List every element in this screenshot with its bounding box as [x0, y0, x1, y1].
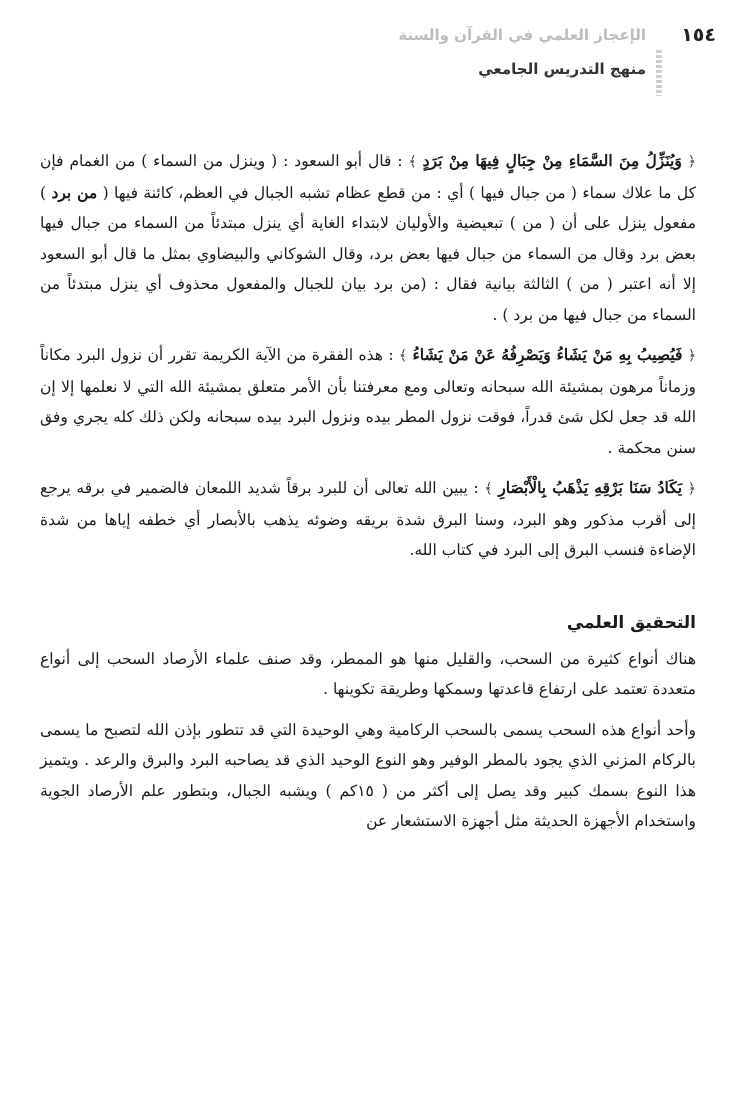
paragraph-1 — [40, 146, 696, 330]
quran-bracket-open: ﴿ — [687, 481, 696, 497]
section-heading: التحقيق العلمي — [566, 612, 696, 633]
paragraph-4: هناك أنواع كثيرة من السحب، والقليل منها هو الممطر، وقد صنف علماء الأرصاد السحب إلى أنواع متعددة تعتمد على ارتفاع قاعدتها وسمكها وطريقة تكوينها . — [40, 649, 696, 698]
header-divider — [656, 50, 662, 96]
quran-verse: يَكَادُ سَنَا بَرْقِهِ يَذْهَبُ بِالْأَبْصَارِ — [498, 478, 683, 497]
quran-bracket-close: ﴾ — [398, 348, 408, 364]
paragraph-text: : يبين الله تعالى أن للبرد برقاً شديد اللمعان فالضمير في برقه يرجع إلى أقرب مذكور وهو البرد، وسنا البرق شدة بريقه وضوئه يذهب بالأبصار أي خطفه إياها من شدة الإضاءة فنسب البرق إلى البرد في كتاب الله. — [40, 479, 696, 559]
paragraph-3 — [40, 473, 696, 566]
paragraph-text: : قال أبو السعود : ( وينزل من السماء ) من الغمام فإن كل ما علاك سماء ( من جبال فيها ) أي : من قطع عظام تشبه الجبال في العظم، كائنة فيها ( — [40, 152, 696, 202]
quran-verse: فَيُصِيبُ بِهِ مَنْ يَشَاءُ وَيَصْرِفُهُ عَنْ مَنْ يَشَاءُ — [412, 345, 683, 364]
bold-phrase: من برد — [51, 182, 98, 202]
paragraph-text: : هذه الفقرة من الآية الكريمة تقرر أن نزول البرد مكاناً وزماناً مرهون بمشيئة الله سبحانه وتعالى ومع معرفتنا بأن الأمر متعلق بمشيئة الله التي لا نعلمها إلا إن الله قد جعل لكل شئ قدراً، فوقت نزول المطر بيده ونزول البرد بيده سبحانه ولكن ذلك كله يجري وفق سنن محكمة . — [40, 346, 696, 457]
page-body — [40, 146, 696, 847]
paragraph-text: ) مفعول ينزل على أن ( من ) تبعيضية والأوليان لابتداء الغاية أي ينزل مبتدئاً من السماء من جبال فيها بعض برد وقال من السماء من جبال فيها بعض برد، وقال الشوكاني والبيضاوي بمثل ما قال أبو السعود إلا أنه اعتبر ( من ) الثالثة بيانية فقال : (من برد بيان للجبال والمفعول محذوف أي ينزل مبتدئاً من السماء من جبال فيها من برد ) . — [40, 183, 696, 324]
book-title: الإعجاز العلمي في القرآن والسنة — [398, 26, 646, 44]
quran-verse: وَيُنَزِّلُ مِنَ السَّمَاءِ مِنْ جِبَالٍ فِيهَا مِنْ بَرَدٍ — [422, 151, 682, 170]
paragraph-2 — [40, 340, 696, 463]
paragraph-5: وأحد أنواع هذه السحب يسمى بالسحب الركامية وهي الوحيدة التي قد تتطور بإذن الله لتصبح ما يسمى بالركام المزني الذي يجود بالمطر الوفير وهو النوع الوحيد الذي قد يصاحبه البرد والبرق والرعد . ويتميز هذا النوع بسمك كبير وقد يصل إلى أكثر من ( ١٥كم ) ويشبه الجبال، وبتطور علم الأرصاد الجوية واستخدام الأجهزة الحديثة مثل أجهزة الاستشعار عن — [40, 720, 696, 830]
chapter-title: منهج التدريس الجامعي — [478, 60, 646, 78]
quran-bracket-close: ﴾ — [408, 154, 417, 170]
running-header — [0, 20, 736, 90]
quran-bracket-close: ﴾ — [484, 481, 493, 497]
quran-bracket-open: ﴿ — [687, 154, 696, 170]
quran-bracket-open: ﴿ — [687, 348, 697, 364]
page-number: ١٥٤ — [681, 24, 716, 46]
